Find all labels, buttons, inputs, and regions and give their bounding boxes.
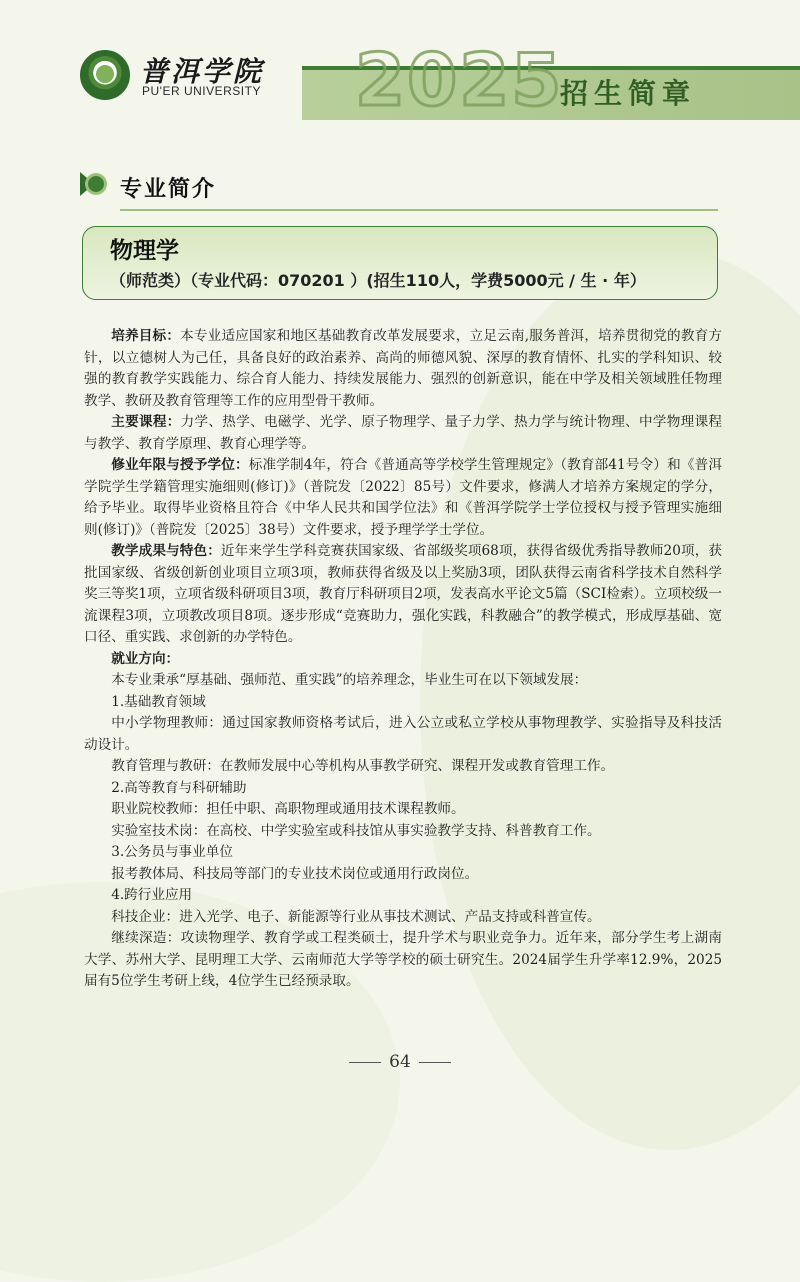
goal-text: 本专业适应国家和地区基础教育改革发展要求，立足云南,服务普洱，培养贯彻党的教育方针，以立德树人为己任，具备良好的政治素养、高尚的师德风貌、深厚的教育情怀、扎实的学科知识、较强的教育教学实践能力、综合育人能力、持续发展能力、强烈的创新意识，能在中学及相关领域胜任物理教学、教研及教育管理等工作的应用型骨干教师。 — [84, 328, 722, 409]
career-item: 报考教体局、科技局等部门的专业技术岗位或通用行政岗位。 — [111, 865, 479, 882]
achievement-label: 教学成果与特色： — [111, 543, 221, 559]
career-item: 中小学物理教师：通过国家教师资格考试后，进入公立或私立学校从事物理教学、实验指导及科技活动设计。 — [84, 715, 722, 753]
career-heading-4: 4.跨行业应用 — [111, 887, 193, 903]
major-name: 物理学 — [110, 238, 179, 264]
achievement-text: 近年来学生学科竞赛获国家级、省部级奖项68项，获得省级优秀指导教师20项，获批国家级、省级创新创业项目立项3项，教师获得省级及以上奖励3项，团队获得云南省科学技术自然科学奖三等奖1项，立项省级科研项目3项，教育厅科研项目2项，发表高水平论文5篇（SCI检索）。立项校级一流课程3项，立项教改项目8项。逐步形成“竞赛助力，强化实践，科教融合”的教学模式，形成厚基础、宽口径、重实践、求创新的办学特色。 — [84, 543, 723, 645]
goal-paragraph — [84, 326, 722, 412]
courses-text: 力学、热学、电磁学、光学、原子物理学、量子力学、热力学与统计物理、中学物理课程与教学、教育学原理、教育心理学等。 — [84, 414, 723, 452]
career-item: 实验室技术岗：在高校、中学实验室或科技馆从事实验教学支持、科普教育工作。 — [111, 822, 601, 839]
major-description — [84, 326, 722, 993]
page-header — [0, 0, 800, 130]
degree-text: 标准学制4年，符合《普通高等学校学生管理规定》（教育部41号令）和《普洱学院学生学籍管理实施细则(修订)》（普院发〔2022〕85号）文件要求，修满人才培养方案规定的学分，给予毕业。取得毕业资格且符合《中华人民共和国学位法》和《普洱学院学士学位授权与授予管理实施细则(修订)》（普院发〔2025〕38号）文件要求，授予理学学士学位。 — [84, 457, 722, 538]
achievement-paragraph — [84, 541, 722, 649]
page-number-text: 64 — [389, 1052, 411, 1072]
courses-paragraph — [84, 412, 722, 455]
career-item: 职业院校教师：担任中职、高职物理或通用技术课程教师。 — [111, 801, 465, 817]
degree-paragraph — [84, 455, 722, 541]
degree-label: 修业年限与授予学位： — [111, 457, 249, 473]
career-heading-3: 3.公务员与事业单位 — [111, 844, 233, 860]
career-intro: 本专业秉承“厚基础、强师范、重实践”的培养理念，毕业生可在以下领域发展： — [111, 672, 588, 688]
career-heading-1: 1.基础教育领域 — [111, 693, 206, 710]
career-item: 教育管理与教研：在教师发展中心等机构从事教学研究、课程开发或教育管理工作。 — [111, 758, 615, 774]
career-item: 科技企业：进入光学、电子、新能源等行业从事技术测试、产品支持或科普宣传。 — [111, 908, 601, 925]
section-title: 专业简介 — [120, 177, 217, 202]
university-name-cn: 普洱学院 — [140, 55, 265, 88]
university-name-en: PU'ER UNIVERSITY — [142, 84, 261, 98]
section-divider — [120, 209, 718, 211]
section-bullet-icon — [88, 176, 104, 192]
career-label: 就业方向： — [111, 650, 180, 667]
major-meta: （师范类）（专业代码：070201 ）(招生110人，学费5000元 / 生 · 年） — [110, 271, 646, 290]
header-year: 2025 — [355, 38, 564, 122]
university-logo-icon — [80, 50, 130, 100]
career-heading-2: 2.高等教育与科研辅助 — [111, 779, 247, 796]
page-number — [0, 1052, 800, 1072]
brochure-title: 招生简章 — [560, 77, 697, 110]
courses-label: 主要课程： — [111, 414, 181, 430]
goal-label: 培养目标： — [111, 328, 181, 344]
career-item: 继续深造：攻读物理学、教育学或工程类硕士，提升学术与职业竞争力。近年来，部分学生考上湖南大学、苏州大学、昆明理工大学、云南师范大学等学校的硕士研究生。2024届学生升学率12.9%，2025届有5位学生考研上线，4位学生已经预录取。 — [84, 930, 722, 989]
